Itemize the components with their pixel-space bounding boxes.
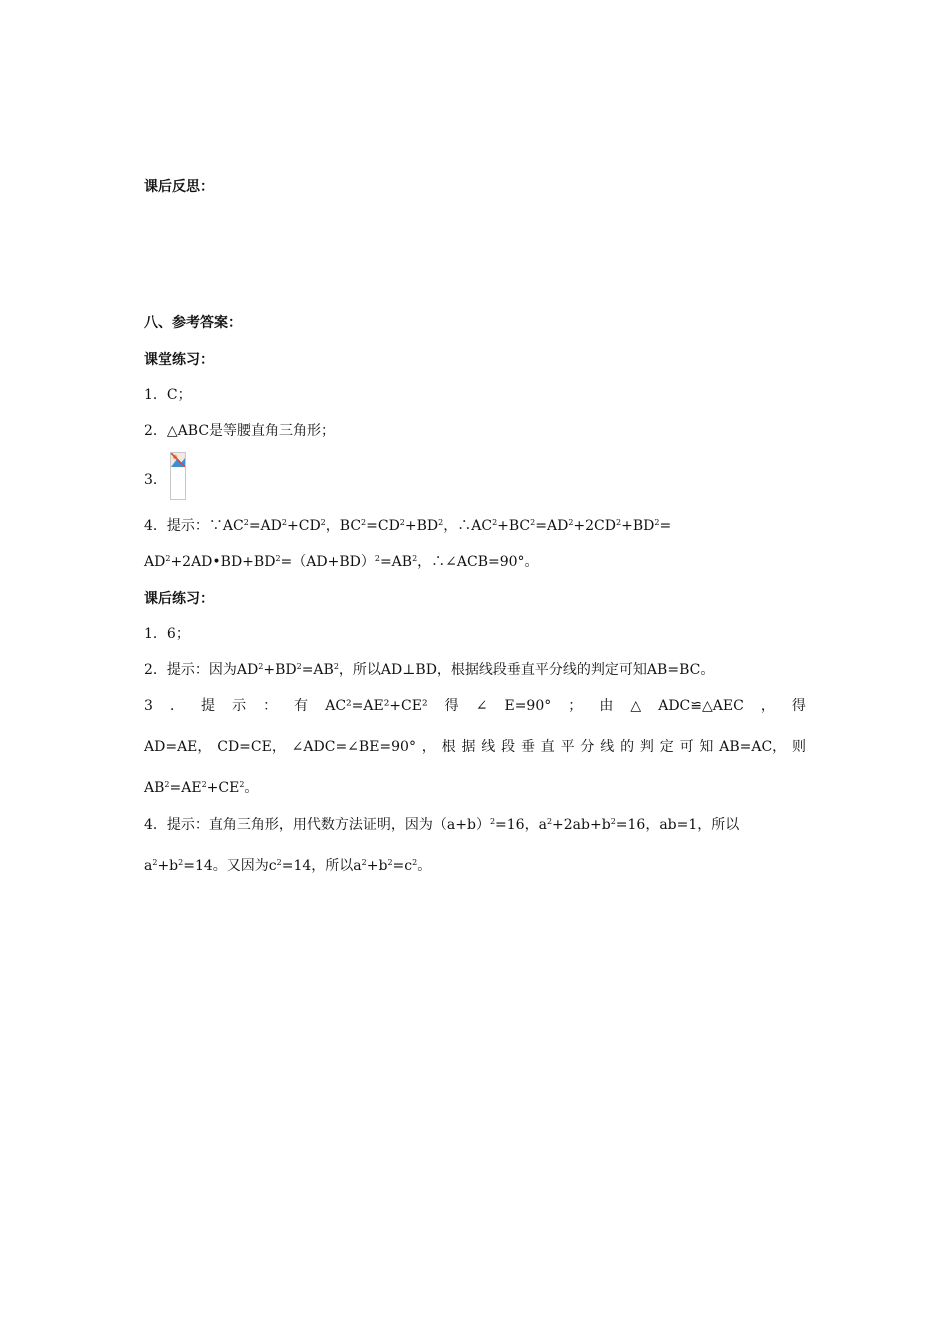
after-answer-2: 2．提示：因为$AD^2+BD^2=AB^2$，所以AD⊥BD，根据线段垂直平分线的判定可知AB=BC。 xyxy=(144,662,715,678)
after-class-practice-heading: 课后练习： xyxy=(144,591,214,607)
after-answer-3-line1: 3 ． 提 示 ： 有 AC²=AE²+CE² 得 ∠ E=90° ； 由 △ ADC≌△AEC ， 得 xyxy=(144,698,806,714)
after-answer-1: 1．6； xyxy=(144,626,190,642)
class-answer-4-line1: 4．提示：$\because AC^2=AD^2+CD^2$，$BC^2=CD^2+BD^2$，$\therefore AC^2+BC^2=AD^2+2CD^2+BD^2=$ xyxy=(144,518,672,534)
after-answer-4-line1: 4．提示：直角三角形，用代数方法证明，因为$(a+b)^2=16$，$a^2+2ab+b^2=16$，ab=1，所以 xyxy=(144,817,740,833)
class-answer-1: 1．C； xyxy=(144,387,192,403)
class-practice-heading: 课堂练习： xyxy=(144,352,214,368)
answers-heading: 八、参考答案： xyxy=(144,315,242,331)
class-answer-2: 2．△ABC是等腰直角三角形； xyxy=(144,423,336,439)
broken-image-icon xyxy=(170,452,186,500)
reflection-heading: 课后反思： xyxy=(144,179,214,195)
after-answer-3-line2: AD=AE， CD=CE， ∠ADC=∠BE=90° ， 根 据 线 段 垂 直 平 分 线 的 判 定 可 知 AB=AC， 则 xyxy=(144,739,806,755)
after-answer-3-line3: $AB^2=AE^2+CE^2$。 xyxy=(144,780,259,796)
after-answer-4-line2: $a^2+b^2=14$。又因为$c^2=14$，所以$a^2+b^2=c^2$。 xyxy=(144,858,432,874)
class-answer-3: 3． xyxy=(144,472,167,488)
class-answer-4-line2: $AD^2+2AD•BD+BD^2=(AD+BD)^2=AB^2$，∴∠ACB=90°。 xyxy=(144,554,539,570)
